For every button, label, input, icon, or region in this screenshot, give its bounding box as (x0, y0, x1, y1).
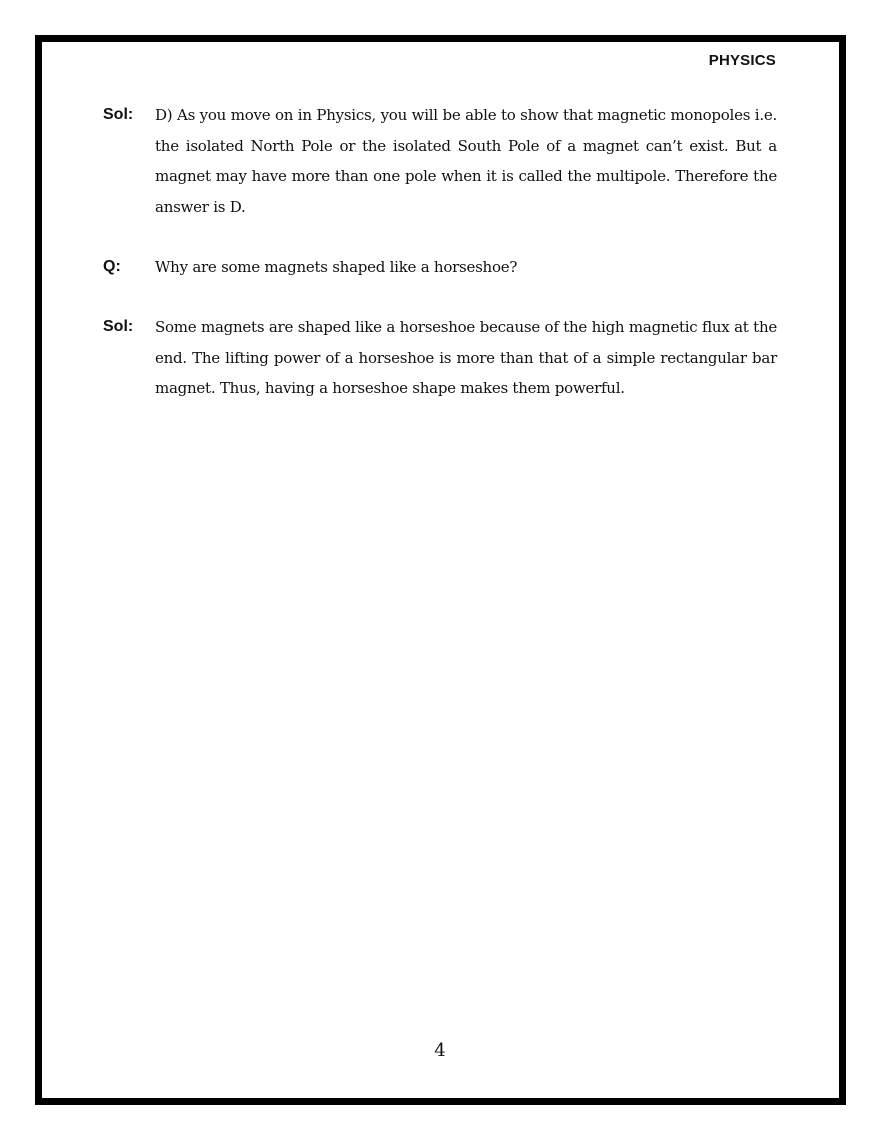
solution-label: Sol: (103, 318, 134, 335)
solution-label: Sol: (103, 106, 134, 123)
solution-text: Some magnets are shaped like a horseshoe because of the high magnetic flux at the end. The lifting power of a horseshoe is more than that of a simple rectangular bar magnet. Thus, having a horseshoe shape makes them powerful. (155, 318, 777, 397)
page-number: 4 (434, 1040, 446, 1061)
solution-text: D) As you move on in Physics, you will be able to show that magnetic monopoles i.e. the isolated North Pole or the isolated South Pole of a magnet can’t exist. But a magnet may have more than one pole when it is called the multipole. Therefore the answer is D. (155, 106, 777, 216)
question-text: Why are some magnets shaped like a horseshoe? (155, 258, 518, 276)
question-label: Q: (103, 258, 121, 275)
page-header-subject: PHYSICS (708, 52, 776, 69)
